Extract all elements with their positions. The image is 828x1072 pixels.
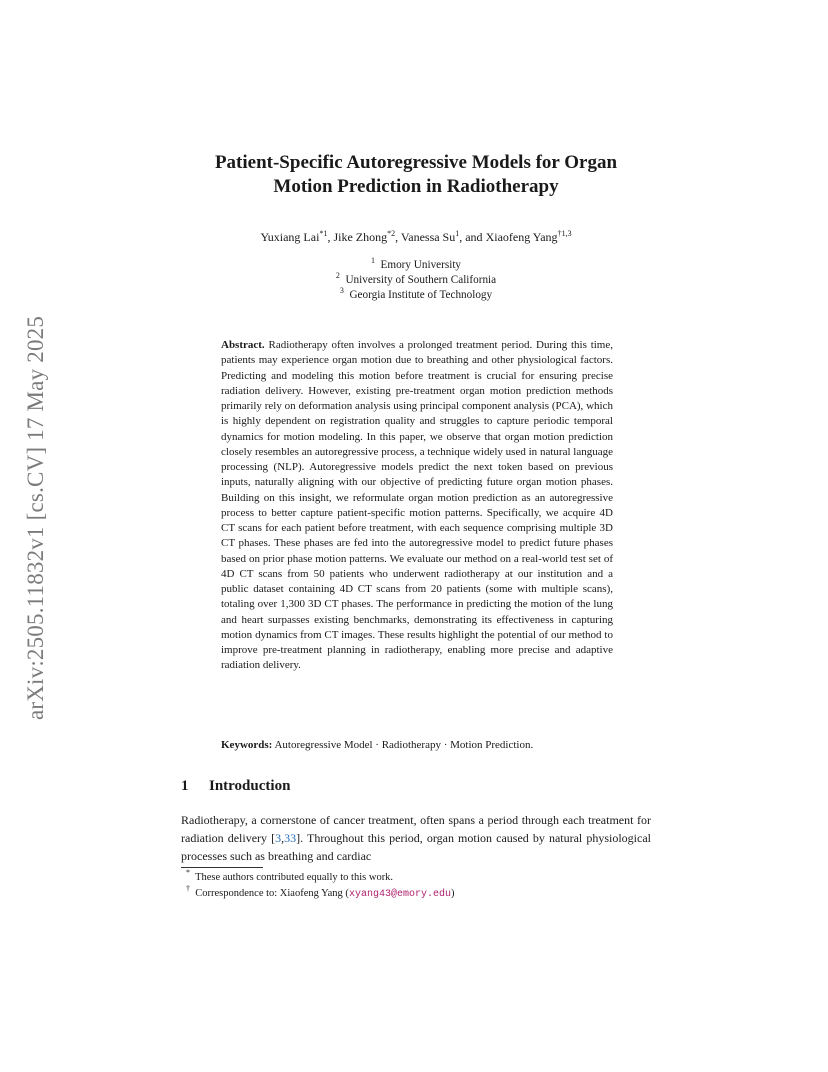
citation-separator: ,	[281, 831, 285, 845]
affiliation-name: Emory University	[380, 259, 462, 271]
intro-paragraph	[181, 811, 651, 865]
author-superscript: †1,3	[557, 229, 572, 238]
affiliation-line	[181, 273, 651, 288]
section-title: Introduction	[209, 778, 291, 794]
abstract	[221, 338, 613, 674]
affiliation-line	[181, 258, 651, 273]
footnote-mark: †	[186, 884, 190, 893]
intro-text: ]. Throughout this period, organ motion caused by natural physiological processes such as breathing and cardiac	[181, 831, 651, 863]
author-separator: , and	[459, 230, 486, 244]
author-name: Xiaofeng Yang	[485, 230, 558, 244]
citation-link[interactable]: 3	[275, 831, 282, 845]
footnote-text: These authors contributed equally to this work.	[195, 872, 394, 883]
abstract-text: Radiotherapy often involves a prolonged treatment period. During this time, patients may experience organ motion due to breathing and other physiological factors. Predicting and modeling this motion before treatment is crucial for ensuring precise radiation delivery. However, existing pre-treatment organ motion prediction methods primarily rely on deformation analysis using principal component analysis (PCA), which is highly dependent on registration quality and struggles to capture periodic temporal dynamics for motion modeling. In this paper, we observe that organ motion prediction closely resembles an autoregressive process, a technique widely used in natural language processing (NLP). Autoregressive models predict the next token based on previous inputs, naturally aligning with our objective of predicting future organ motion phases. Building on this insight, we reformulate organ motion prediction as an autoregressive process to better capture patient-specific motion patterns. Specifically, we acquire 4D CT scans for each patient before treatment, with each sequence comprising multiple 3D CT phases. These phases are fed into the autoregressive model to predict future phases based on prior phase motion patterns. We evaluate our method on a real-world test set of 4D CT scans from 50 patients who underwent radiotherapy at our institution and a public dataset containing 4D CT scans from 20 patients (some with multiple scans), totaling over 1,300 3D CT phases. The performance in predicting the motion of the lung and heart surpasses existing benchmarks, demonstrating its effectiveness in capturing motion dynamics from CT images. These results highlight the potential of our method to improve pre-treatment planning in radiotherapy, enabling more precise and adaptive radiation delivery.	[221, 339, 613, 672]
author-separator: ,	[327, 230, 334, 244]
arxiv-identifier[interactable]: arXiv:2505.11832v1 [cs.CV] 17 May 2025	[23, 315, 48, 721]
footnote	[186, 886, 646, 903]
author-name: Vanessa Su	[400, 230, 456, 244]
title-line-1: Patient-Specific Autoregressive Models for Organ	[214, 152, 618, 173]
author-name: Yuxiang Lai	[260, 230, 320, 244]
author-name: Jike Zhong	[333, 230, 388, 244]
section-number: 1	[181, 778, 189, 794]
paper-title	[181, 151, 651, 199]
author-superscript: *1	[319, 229, 328, 238]
author-superscript: 1	[455, 229, 460, 238]
affiliation-superscript: 2	[335, 271, 340, 280]
section-heading	[181, 778, 651, 795]
affiliation-superscript: 1	[370, 256, 375, 265]
author-list	[181, 230, 651, 245]
keywords-label: Keywords:	[221, 739, 273, 751]
affiliation-superscript: 3	[339, 286, 344, 295]
footnote-rule	[181, 867, 263, 868]
affiliation-line	[181, 288, 651, 303]
arxiv-sidebar	[16, 274, 56, 762]
affiliations	[181, 258, 651, 303]
keywords	[221, 739, 613, 751]
keywords-text: Autoregressive Model · Radiotherapy · Motion Prediction.	[274, 739, 534, 751]
footnote-mark: *	[186, 868, 190, 877]
intro-text: Radiotherapy, a cornerstone of cancer treatment, often spans a period through each treatment for radiation delivery [	[181, 813, 651, 845]
author-separator: ,	[395, 230, 401, 244]
affiliation-name: Georgia Institute of Technology	[349, 289, 493, 301]
author-superscript: *2	[387, 229, 396, 238]
email-link[interactable]: xyang43@emory.edu	[348, 889, 451, 900]
citation-link[interactable]: 33	[284, 831, 297, 845]
title-line-2: Motion Prediction in Radiotherapy	[273, 176, 559, 197]
footnote	[186, 870, 646, 886]
footnote-close: )	[450, 888, 455, 899]
footnotes	[186, 870, 646, 903]
footnote-text: Correspondence to: Xiaofeng Yang (	[195, 888, 349, 899]
abstract-label: Abstract.	[221, 339, 265, 351]
affiliation-name: University of Southern California	[345, 274, 497, 286]
